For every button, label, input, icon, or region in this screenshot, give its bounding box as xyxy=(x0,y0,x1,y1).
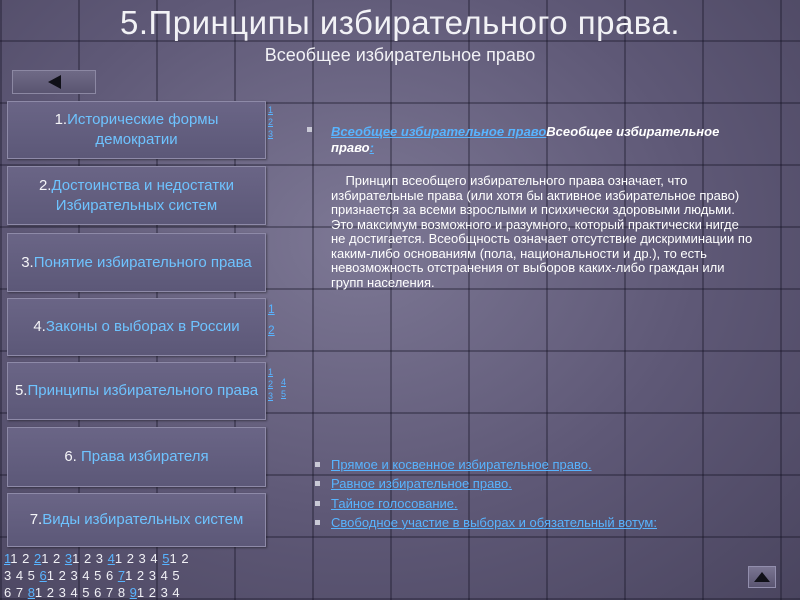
menu-item-link[interactable]: Достоинства и недостатки Избирательных систем xyxy=(51,176,235,214)
related-link-direct-indirect[interactable] xyxy=(313,455,743,474)
menu-item-historical-forms[interactable] xyxy=(7,101,266,159)
menu-item-text xyxy=(33,317,239,337)
sub-links-group4 xyxy=(268,299,275,341)
menu-item-advantages[interactable] xyxy=(7,166,266,225)
sub-link[interactable]: 3 xyxy=(268,391,274,401)
menu-item-concept[interactable] xyxy=(7,233,266,292)
content-heading xyxy=(331,124,731,156)
menu-item-number: 1. xyxy=(54,111,68,128)
sub-link[interactable]: 5 xyxy=(281,389,287,399)
menu-item-link[interactable]: Законы о выборах в России xyxy=(45,318,240,335)
content-body: Принцип всеобщего избирательного права означает, что избирательные права (или хотя бы активное избирательное право) признается за всеми взрослыми и психически здоровыми людьми. Это максимум возможного и разумного, который практически нигде не достигается. Всеобщность означает отсутствие дискриминации по каким-либо основаниям (пола, национальности и др.), то есть невозможность отстранения от выборов каких-либо граждан или групп населения. xyxy=(331,173,756,290)
menu-item-number: 5. xyxy=(14,382,28,399)
menu-item-number: 6. xyxy=(64,448,77,465)
sub-links-group1 xyxy=(268,104,273,140)
sub-link[interactable]: 1 xyxy=(268,302,275,316)
related-link-free-participation[interactable] xyxy=(313,513,743,532)
nav-link[interactable]: 5 xyxy=(162,551,170,566)
nav-text: 1 2 3 4 xyxy=(136,585,180,600)
bottom-nav-line-3 xyxy=(4,584,266,600)
nav-text: 1 2 3 xyxy=(72,551,108,566)
related-link-secret-ballot[interactable] xyxy=(313,494,743,513)
heading-tail[interactable]: : xyxy=(369,140,374,155)
sub-link[interactable]: 4 xyxy=(281,377,287,387)
slide-subtitle: Всеобщее избирательное право xyxy=(264,45,536,65)
heading-link[interactable]: Всеобщее избирательное право xyxy=(331,124,547,139)
bullet-icon xyxy=(315,520,320,525)
sub-link[interactable]: 2 xyxy=(268,323,275,337)
menu-item-text xyxy=(64,447,208,467)
sub-link[interactable]: 2 xyxy=(268,379,274,389)
menu-item-text xyxy=(21,253,252,273)
nav-link[interactable]: 3 xyxy=(64,551,73,566)
menu-item-link[interactable]: Понятие избирательного права xyxy=(33,253,252,271)
related-links-list xyxy=(313,455,743,532)
sub-link[interactable]: 1 xyxy=(268,367,274,377)
up-arrow-icon xyxy=(754,572,770,582)
menu-item-electoral-systems[interactable] xyxy=(7,493,266,547)
home-button[interactable] xyxy=(748,566,776,588)
bottom-nav-line-2 xyxy=(4,567,266,584)
menu-item-link[interactable]: Принципы избирательного права xyxy=(27,382,259,399)
bullet-icon xyxy=(315,462,320,467)
menu-item-link[interactable]: Виды избирательных систем xyxy=(42,511,244,528)
sub-link[interactable]: 2 xyxy=(268,117,274,127)
nav-text: 1 2 xyxy=(10,551,34,566)
bullet-icon xyxy=(307,127,312,132)
sub-link[interactable]: 1 xyxy=(268,105,274,115)
nav-text: 1 2 3 4 5 6 7 8 xyxy=(34,585,130,600)
nav-link[interactable]: 9 xyxy=(129,585,137,600)
nav-text: 1 2 3 4 5 6 xyxy=(46,568,118,583)
related-link-equal[interactable] xyxy=(313,474,743,493)
related-link-label: Прямое и косвенное избирательное право. xyxy=(331,457,592,472)
nav-link[interactable]: 2 xyxy=(33,551,42,566)
related-link-label: Свободное участие в выборах и обязательный вотум: xyxy=(331,514,657,530)
menu-item-number: 2. xyxy=(38,176,52,194)
menu-item-principles[interactable] xyxy=(7,362,266,420)
sub-links-group5a xyxy=(268,366,273,402)
nav-text: 1 2 3 4 xyxy=(114,551,163,566)
back-button[interactable] xyxy=(12,70,96,94)
sub-links-group5b xyxy=(281,376,286,400)
bullet-icon xyxy=(315,501,320,506)
nav-link[interactable]: 1 xyxy=(4,551,11,566)
nav-link[interactable]: 7 xyxy=(117,568,126,583)
menu-item-laws[interactable] xyxy=(7,298,266,356)
slide-title: 5.Принципы избирательного права. xyxy=(120,4,680,41)
menu-item-link[interactable]: Исторические формы демократии xyxy=(67,111,219,148)
menu-item-voter-rights[interactable] xyxy=(7,427,266,487)
left-arrow-icon xyxy=(48,75,61,89)
nav-text: 1 2 xyxy=(169,551,189,566)
bottom-page-navigation xyxy=(4,550,266,600)
nav-text: 1 2 3 4 5 xyxy=(125,568,180,583)
nav-link[interactable]: 4 xyxy=(107,551,115,566)
related-link-label: Равное избирательное право. xyxy=(331,476,512,492)
nav-text: 6 7 xyxy=(4,585,28,600)
nav-text: 1 2 xyxy=(41,551,65,566)
menu-item-number: 4. xyxy=(33,318,46,335)
bottom-nav-line-1 xyxy=(4,550,266,567)
menu-item-link[interactable]: Права избирателя xyxy=(76,448,209,465)
nav-link[interactable]: 8 xyxy=(27,585,35,600)
related-link-label: Тайное голосование. xyxy=(331,495,458,511)
sub-link[interactable]: 3 xyxy=(268,129,274,139)
nav-link[interactable]: 6 xyxy=(39,568,47,583)
menu-item-text xyxy=(15,381,258,401)
menu-item-text xyxy=(30,510,244,530)
menu-item-number: 7. xyxy=(29,511,43,528)
menu-item-number: 3. xyxy=(21,253,34,271)
menu-item-text xyxy=(14,176,259,216)
bullet-icon xyxy=(315,481,320,486)
heading-text: Всеобщее избирательное право xyxy=(331,124,720,155)
nav-text: 3 4 5 xyxy=(4,568,40,583)
menu-item-text xyxy=(14,110,259,150)
